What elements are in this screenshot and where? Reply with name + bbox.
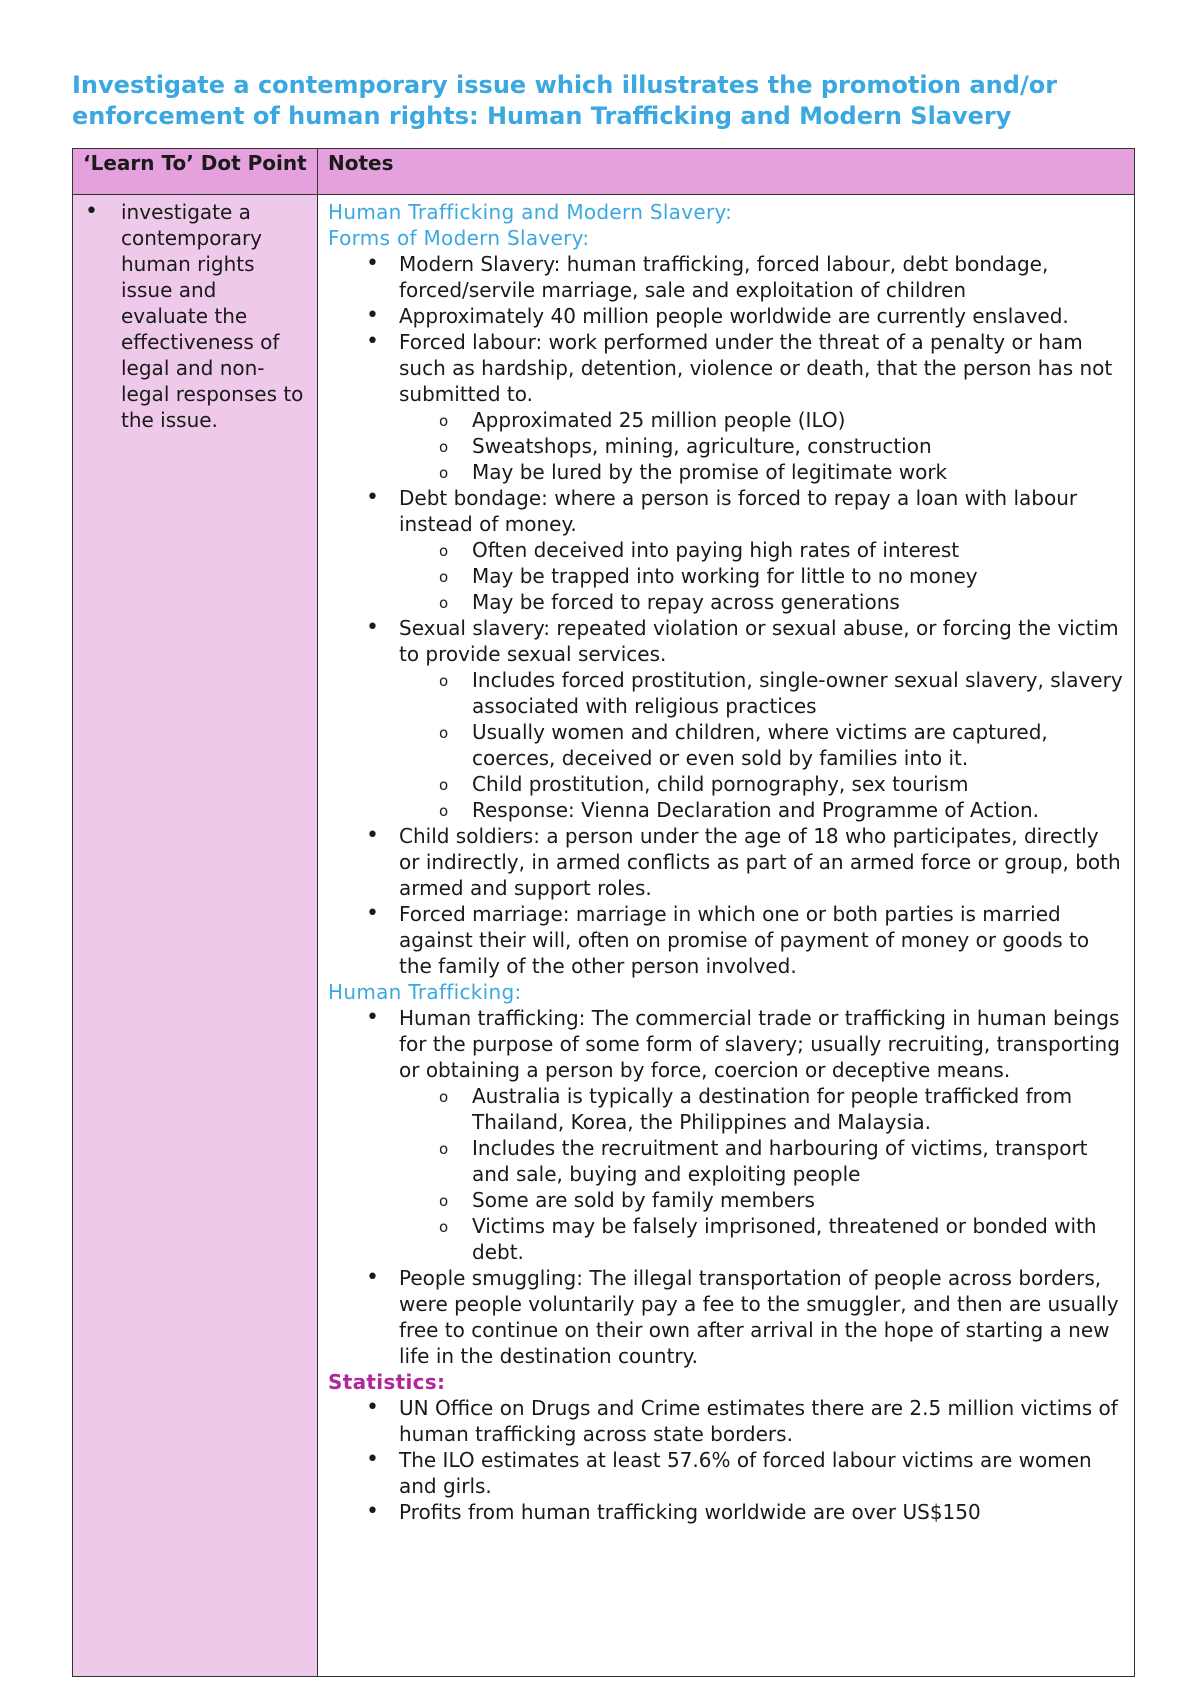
bullet-text: Sexual slavery: repeated violation or sexual abuse, or forcing the victim to provide sexual services. [399,616,1119,666]
bullet-item [328,615,1124,823]
sub-bullet-list [399,667,1124,823]
heading-main: Human Trafficking and Modern Slavery: [328,200,733,224]
heading-statistics: Statistics: [328,1370,446,1394]
sub-bullet-item: o Usually women and children, where victims are captured, coerces, deceived or even sold by families into it. [399,719,1124,771]
bullet-text: Human trafficking: The commercial trade or trafficking in human beings for the purpose of some form of slavery; usually recruiting, transporting or obtaining a person by force, coercion or deceptive means. [399,1006,1120,1082]
bullet-item [328,251,1124,303]
heading-forms: Forms of Modern Slavery: [328,226,590,250]
notes-table [72,148,1135,1677]
header-learn-to: ‘Learn To’ Dot Point [73,149,318,195]
bullet-text: Profits from human trafficking worldwide are over US$150 [399,1500,981,1524]
bullet-text: The ILO estimates at least 57.6% of forced labour victims are women and girls. [399,1448,1092,1498]
heading-trafficking: Human Trafficking: [328,980,522,1004]
learn-to-list [83,199,307,433]
sub-bullet-item: o Sweatshops, mining, agriculture, construction [399,433,1124,459]
statistics-list [328,1395,1124,1525]
bullet-item [328,329,1124,485]
bullet-text: Approximately 40 million people worldwide are currently enslaved. [399,304,1069,328]
table-row [73,195,1135,1677]
trafficking-list [328,1005,1124,1369]
bullet-text: Forced labour: work performed under the threat of a penalty or ham such as hardship, detention, violence or death, that the person has not submitted to. [399,330,1113,406]
learn-to-cell [73,195,318,1677]
bullet-text: People smuggling: The illegal transportation of people across borders, were people voluntarily pay a fee to the smuggler, and then are usually free to continue on their own after arrival in the hope of starting a new life in the destination country. [399,1266,1119,1368]
sub-bullet-item: o May be lured by the promise of legitimate work [399,459,1124,485]
bullet-item [328,1005,1124,1265]
sub-bullet-item: o Often deceived into paying high rates of interest [399,537,1124,563]
sub-bullet-item: o Approximated 25 million people (ILO) [399,407,1124,433]
table-header-row [73,149,1135,195]
bullet-item [328,485,1124,615]
bullet-item [328,1499,1124,1525]
bullet-item [328,1265,1124,1369]
forms-list [328,251,1124,979]
bullet-text: Modern Slavery: human trafficking, forced labour, debt bondage, forced/servile marriage, sale and exploitation of children [399,252,1049,302]
sub-bullet-item: o Victims may be falsely imprisoned, threatened or bonded with debt. [399,1213,1124,1265]
sub-bullet-item: o May be trapped into working for little to no money [399,563,1124,589]
sub-bullet-item: o May be forced to repay across generations [399,589,1124,615]
bullet-item [328,303,1124,329]
page-title: Investigate a contemporary issue which illustrates the promotion and/or enforcement of human rights: Human Trafficking and Modern Slavery [72,71,1058,130]
sub-bullet-item: o Child prostitution, child pornography, sex tourism [399,771,1124,797]
sub-bullet-item: o Australia is typically a destination for people trafficked from Thailand, Korea, the Philippines and Malaysia. [399,1083,1124,1135]
bullet-text: Forced marriage: marriage in which one or both parties is married against their will, often on promise of payment of money or goods to the family of the other person involved. [399,902,1090,978]
learn-to-point: • investigate a contemporary human rights issue and evaluate the effectiveness of legal and non-legal responses to the issue. [83,199,307,433]
sub-bullet-list [399,1083,1124,1265]
sub-bullet-item: o Includes forced prostitution, single-owner sexual slavery, slavery associated with religious practices [399,667,1124,719]
sub-bullet-item: o Includes the recruitment and harbouring of victims, transport and sale, buying and exploiting people [399,1135,1124,1187]
bullet-item [328,823,1124,901]
header-notes: Notes [318,149,1135,195]
sub-bullet-list [399,407,1124,485]
bullet-text: Child soldiers: a person under the age of 18 who participates, directly or indirectly, in armed conflicts as part of an armed force or group, both armed and support roles. [399,824,1121,900]
bullet-item [328,1395,1124,1447]
bullet-text: UN Office on Drugs and Crime estimates there are 2.5 million victims of human trafficking across state borders. [399,1396,1118,1446]
bullet-text: Debt bondage: where a person is forced to repay a loan with labour instead of money. [399,486,1078,536]
bullet-item [328,901,1124,979]
sub-bullet-item: o Some are sold by family members [399,1187,1124,1213]
sub-bullet-item: o Response: Vienna Declaration and Programme of Action. [399,797,1124,823]
notes-cell [318,195,1135,1677]
sub-bullet-list [399,537,1124,615]
bullet-item [328,1447,1124,1499]
